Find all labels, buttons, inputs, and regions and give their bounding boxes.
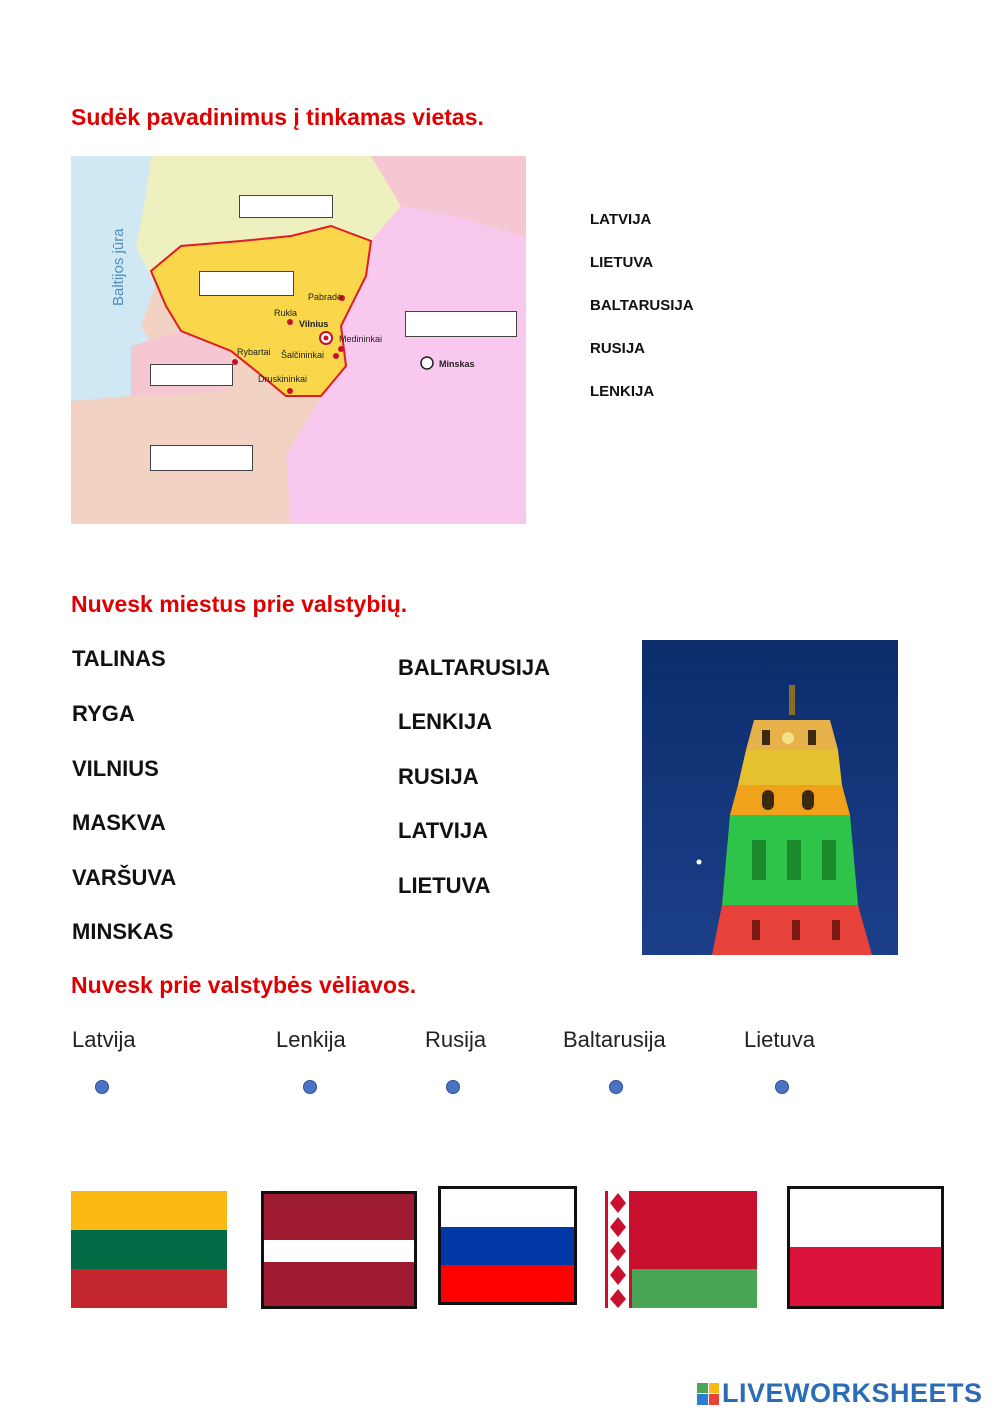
flag-country-label: Baltarusija xyxy=(563,1027,666,1052)
logo-icon xyxy=(697,1383,719,1405)
place-label: Pabradė xyxy=(308,292,343,302)
bell-tower-photo xyxy=(642,640,898,955)
brand-text: LIVEWORKSHEETS xyxy=(722,1378,983,1408)
flag-russia[interactable] xyxy=(438,1186,577,1305)
place-label: Druskininkai xyxy=(258,374,308,384)
flag-country-label: Lietuva xyxy=(744,1027,815,1052)
word-bank-item: LATVIJA xyxy=(590,211,652,228)
flag-poland[interactable] xyxy=(787,1186,944,1309)
country-item[interactable]: LIETUVA xyxy=(398,873,491,898)
country-item[interactable]: RUSIJA xyxy=(398,764,479,789)
city-item[interactable]: VARŠUVA xyxy=(72,865,177,890)
place-label: Šalčininkai xyxy=(281,350,325,360)
country-item[interactable]: BALTARUSIJA xyxy=(398,655,550,680)
match-dot-lenkija[interactable] xyxy=(303,1080,317,1094)
country-item[interactable]: LENKIJA xyxy=(398,709,493,734)
answer-box-lithuania[interactable] xyxy=(199,271,294,296)
heading-flags-task: Nuvesk prie valstybės vėliavos. xyxy=(71,972,417,998)
flag-belarus[interactable] xyxy=(605,1191,757,1308)
country-item[interactable]: LATVIJA xyxy=(398,818,489,843)
answer-box-latvia[interactable] xyxy=(239,195,333,218)
heading-map-task: Sudėk pavadinimus į tinkamas vietas. xyxy=(71,104,484,130)
answer-box-belarus[interactable] xyxy=(405,311,517,337)
flag-country-label: Lenkija xyxy=(276,1027,346,1052)
belarus-ornament xyxy=(605,1191,632,1308)
city-item[interactable]: TALINAS xyxy=(72,646,166,671)
liveworksheets-logo xyxy=(697,1378,983,1409)
word-bank-item: BALTARUSIJA xyxy=(590,297,694,314)
city-item[interactable]: VILNIUS xyxy=(72,756,159,781)
place-label: Medininkai xyxy=(339,334,383,344)
answer-box-russia[interactable] xyxy=(150,364,233,386)
match-dot-rusija[interactable] xyxy=(446,1080,460,1094)
match-dot-latvija[interactable] xyxy=(95,1080,109,1094)
city-item[interactable]: MINSKAS xyxy=(72,919,174,944)
match-dot-lietuva[interactable] xyxy=(775,1080,789,1094)
city-item[interactable]: MASKVA xyxy=(72,810,166,835)
sea-label: Baltijos jūra xyxy=(110,228,127,306)
match-dot-baltarusija[interactable] xyxy=(609,1080,623,1094)
place-label: Rukla xyxy=(274,308,298,318)
word-bank-item: LIETUVA xyxy=(590,254,654,271)
place-label: Rybartai xyxy=(237,347,271,357)
word-bank-item: RUSIJA xyxy=(590,340,646,357)
flag-lithuania[interactable] xyxy=(71,1191,227,1308)
word-bank-item: LENKIJA xyxy=(590,383,655,400)
flag-latvia[interactable] xyxy=(261,1191,417,1309)
flag-country-label: Rusija xyxy=(425,1027,487,1052)
place-label: Minskas xyxy=(439,359,475,369)
place-label: Vilnius xyxy=(299,319,329,329)
city-item[interactable]: RYGA xyxy=(72,701,135,726)
heading-cities-task: Nuvesk miestus prie valstybių. xyxy=(71,591,408,617)
answer-box-poland[interactable] xyxy=(150,445,253,471)
flag-country-label: Latvija xyxy=(72,1027,136,1052)
